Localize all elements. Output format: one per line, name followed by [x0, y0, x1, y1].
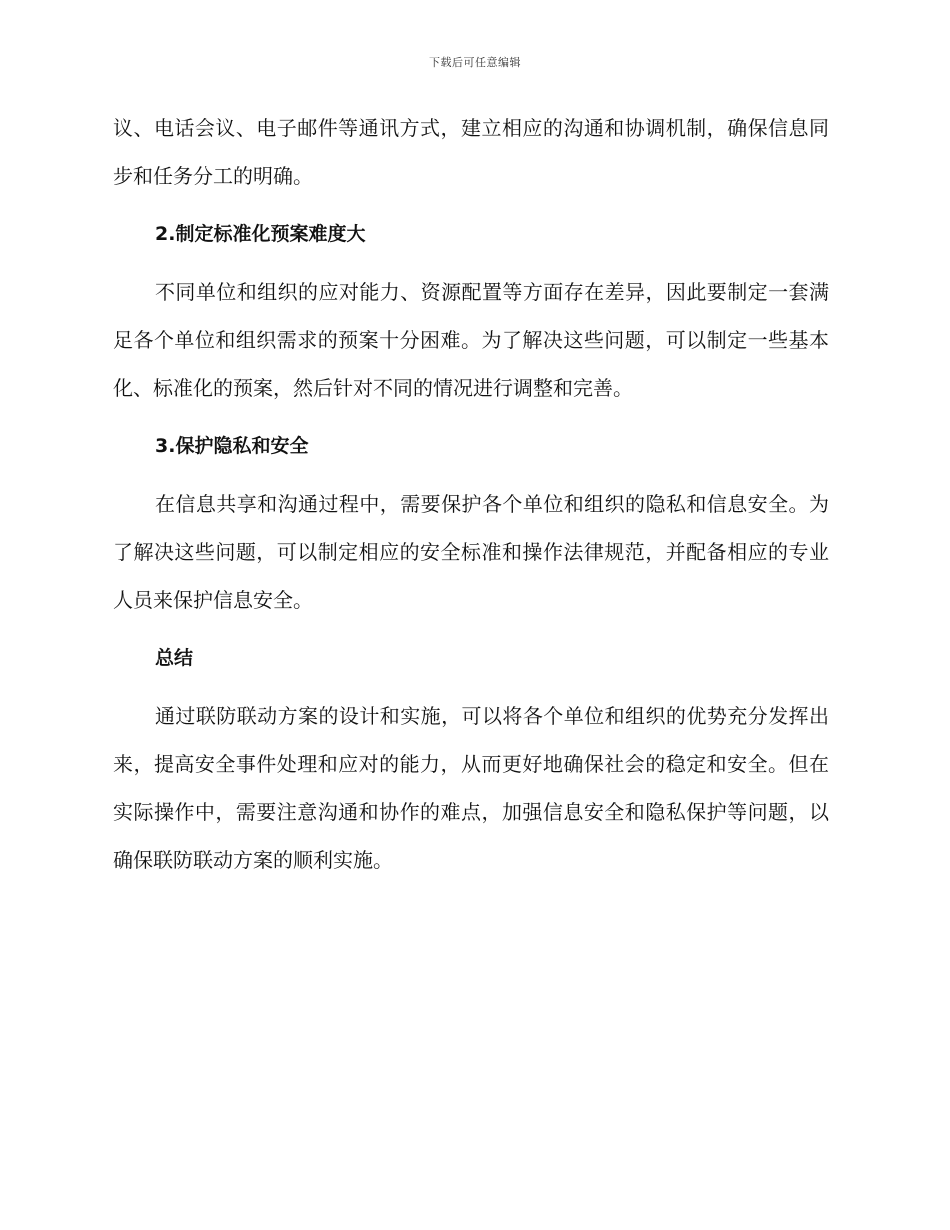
paragraph-standardization: 不同单位和组织的应对能力、资源配置等方面存在差异，因此要制定一套满足各个单位和组织需求的预案十分困难。为了解决这些问题，可以制定一些基本化、标准化的预案，然后针对不同的情况进行调整和完善。 — [113, 280, 829, 400]
document-body — [113, 104, 829, 894]
paragraph-privacy: 在信息共享和沟通过程中，需要保护各个单位和组织的隐私和信息安全。为了解决这些问题，可以制定相应的安全标准和操作法律规范，并配备相应的专业人员来保护信息安全。 — [113, 492, 829, 612]
section-heading-3: 3.保护隐私和安全 — [155, 435, 309, 457]
page-header: 下载后可任意编辑 — [429, 56, 521, 69]
paragraph-continuation: 议、电话会议、电子邮件等通讯方式，建立相应的沟通和协调机制，确保信息同步和任务分工的明确。 — [113, 116, 829, 188]
paragraph-summary: 通过联防联动方案的设计和实施，可以将各个单位和组织的优势充分发挥出来，提高安全事件处理和应对的能力，从而更好地确保社会的稳定和安全。但在实际操作中，需要注意沟通和协作的难点，加强信息安全和隐私保护等问题，以确保联防联动方案的顺利实施。 — [113, 704, 829, 872]
section-heading-2: 2.制定标准化预案难度大 — [155, 223, 366, 245]
section-heading-summary: 总结 — [155, 647, 194, 669]
